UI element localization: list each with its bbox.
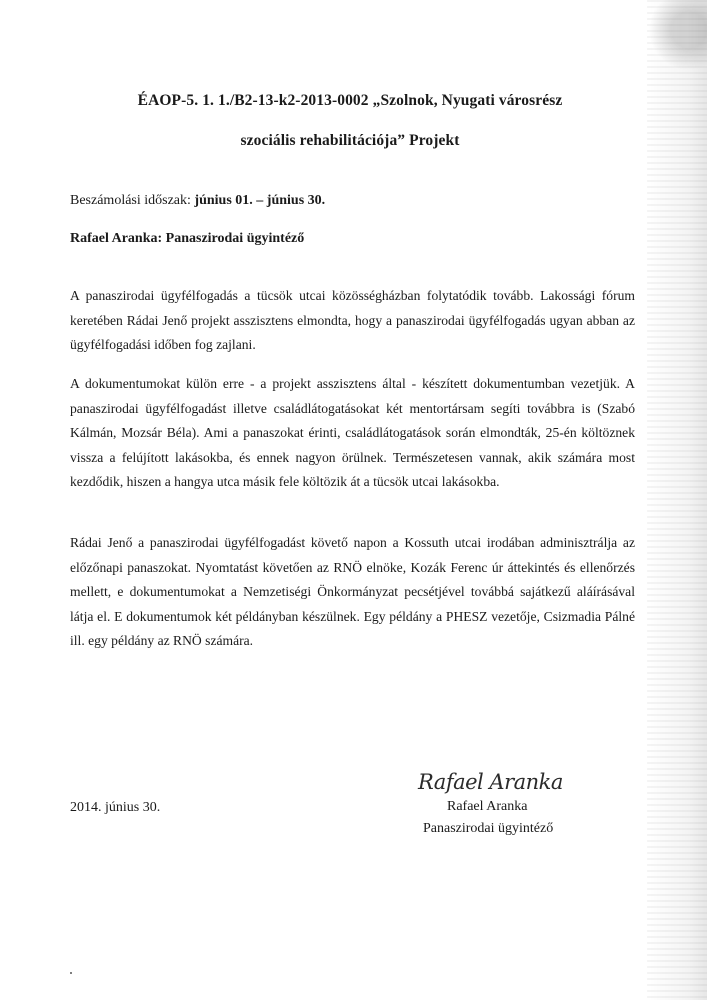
signer-name: Rafael Aranka xyxy=(447,799,528,814)
handwritten-signature: Rafael Aranka xyxy=(418,770,563,794)
reporting-period-label: Beszámolási időszak: xyxy=(70,193,191,208)
author-line: Rafael Aranka: Panaszirodai ügyintéző xyxy=(70,231,305,246)
reporting-period-value: június 01. – június 30. xyxy=(194,193,326,208)
scan-shadow-edge xyxy=(647,0,707,1000)
scan-speck xyxy=(70,972,72,974)
document-title-line-2: szociális rehabilitációja” Projekt xyxy=(240,132,460,149)
document-date: 2014. június 30. xyxy=(70,800,161,815)
body-paragraph-2: A dokumentumokat külön erre - a projekt asszisztens által - készített dokumentumban vezetjük. A panaszirodai ügyfélfogadást illetve családlátogatásokat két mentortársam segíti továbbra is (Szabó Kálmán, Mozsár Béla). Ami a panaszokat érinti, családlátogatások során elmondták, 25-én költöznek vissza a felújított lakásokba, és ennek nagyon örülnek. Természetesen vannak, akik számára most kezdődik, hiszen a hangya utca másik fele költözik át a tücsök utcai lakásokba. xyxy=(70,376,635,489)
body-paragraph-3: Rádai Jenő a panaszirodai ügyfélfogadást követő napon a Kossuth utcai irodában adminisztrálja az előzőnapi panaszokat. Nyomtatást követően az RNÖ elnöke, Kozák Ferenc úr áttekintés és ellenőrzés mellett, e dokumentumokat a Nemzetiségi Önkormányzat pecsétjével továbbá sajátkezű aláírásával látja el. E dokumentumok két példányban készülnek. Egy példány a PHESZ vezetője, Csizmadia Pálné ill. egy példány az RNÖ számára. xyxy=(70,535,635,648)
body-paragraph-1: A panaszirodai ügyfélfogadás a tücsök utcai közösségházban folytatódik tovább. Lakossági fórum keretében Rádai Jenő projekt asszisztens elmondta, hogy a panaszirodai ügyfélfogadás ugyan abban az ügyfélfogadási időben fog zajlani. xyxy=(70,288,635,352)
signer-title: Panaszirodai ügyintéző xyxy=(423,821,554,836)
reporting-period xyxy=(70,193,325,209)
document-title-line-1: ÉAOP-5. 1. 1./B2-13-k2-2013-0002 „Szolnok, Nyugati városrész xyxy=(137,92,563,109)
